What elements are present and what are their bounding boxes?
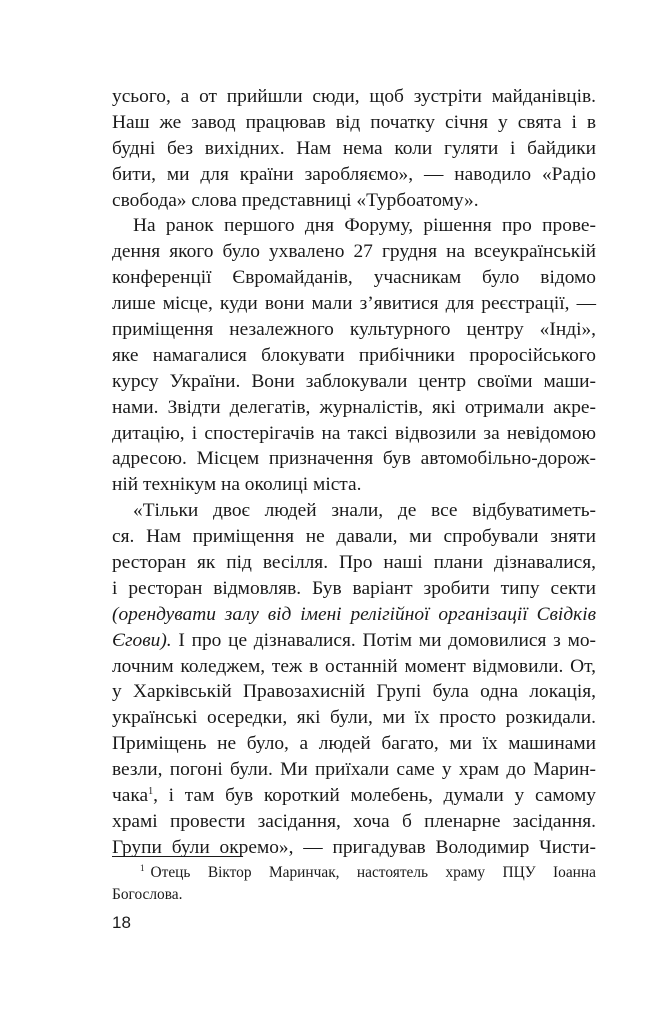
text-line: Групи були окремо», — пригадував Володимир Чисти- — [112, 836, 596, 858]
text-line: нами. Звідти делегатів, журналістів, які отримали акре- — [112, 396, 596, 418]
text-line: храмі провести засідання, хоча б пленарне засідання. — [112, 810, 596, 832]
text-line: На ранок першого дня Форуму, рішення про прове- — [133, 215, 596, 237]
text-line: везли, погоні були. Ми приїхали саме у храм до Марин- — [112, 759, 596, 781]
text-line: Наш же завод працював від початку січня у свята і в — [112, 111, 596, 133]
text-line: ній технікум на околиці міста. — [112, 474, 362, 496]
text-line: дитацію, і спостерігачів на таксі відвозили за невідомою — [112, 422, 596, 444]
text-line: конференції Євромайданів, учасникам було відомо — [112, 267, 596, 289]
text-line: будні без вихідних. Нам нема коли гуляти і байдики — [112, 137, 596, 159]
text-line: яке намагалися блокувати прибічники проросійського — [112, 344, 596, 366]
text-line: усього, а от прийшли сюди, щоб зустріти майданівців. — [112, 86, 596, 107]
text-line: ресторан як під весілля. Про наші плани дізнавалися, — [112, 552, 596, 574]
paragraph-1 — [112, 84, 596, 213]
text-line: українські осередки, які були, ми їх просто розкидали. — [112, 707, 596, 729]
text-line: дення якого було ухвалено 27 грудня на всеукраїнській — [112, 241, 596, 263]
page-body — [112, 84, 596, 861]
text-fragment: , і там був короткий молебень, думали у самому — [153, 785, 596, 807]
text-fragment: чака — [112, 785, 149, 807]
text-line: лише місце, куди вони мали з’явитися для реєстрації, — — [112, 293, 596, 315]
paragraph-3-quote — [112, 498, 596, 860]
text-line: адресою. Місцем призначення був автомобільно-дорож- — [112, 448, 596, 470]
italic-fragment: Єгови). — [112, 629, 172, 651]
text-line: лочним коледжем, теж в останній момент відмовили. От, — [112, 655, 596, 677]
text-line: курсу України. Вони заблокували центр своїми маши- — [112, 370, 596, 392]
text-line — [112, 783, 596, 809]
footnote-line — [112, 862, 596, 884]
page-number: 18 — [112, 913, 131, 932]
footnote-reference[interactable]: 1 — [148, 786, 154, 798]
paragraph-2 — [112, 213, 596, 498]
footnote-marker: 1 — [140, 863, 145, 873]
text-line: бити, ми для країни заробляємо», — наводило «Радіо — [112, 163, 596, 185]
text-line: і ресторан відмовляв. Був варіант зробити типу секти — [112, 577, 596, 599]
footnote-text: Отець Віктор Маринчак, настоятель храму ПЦУ Іоанна — [150, 864, 596, 881]
text-line — [112, 628, 596, 654]
text-line: свобода» слова представниці «Турбоатому». — [112, 189, 479, 211]
footnote — [112, 862, 596, 906]
footnote-divider — [112, 856, 243, 857]
footnote-line: Богослова. — [112, 886, 183, 903]
text-fragment: І про це дізнавалися. Потім ми домовилися з мо- — [171, 629, 596, 651]
text-line: приміщення незалежного культурного центру «Інді», — [112, 319, 596, 341]
text-line: «Тільки двоє людей знали, де все відбуватиметь- — [133, 500, 596, 522]
text-line-italic: (орендувати залу від імені релігійної організації Свідків — [112, 603, 596, 625]
text-line: ся. Нам приміщення не давали, ми спробували зняти — [112, 526, 596, 548]
text-line: Приміщень не було, а людей багато, ми їх машинами — [112, 733, 596, 755]
text-line: у Харківській Правозахисній Групі була одна локація, — [112, 681, 596, 703]
